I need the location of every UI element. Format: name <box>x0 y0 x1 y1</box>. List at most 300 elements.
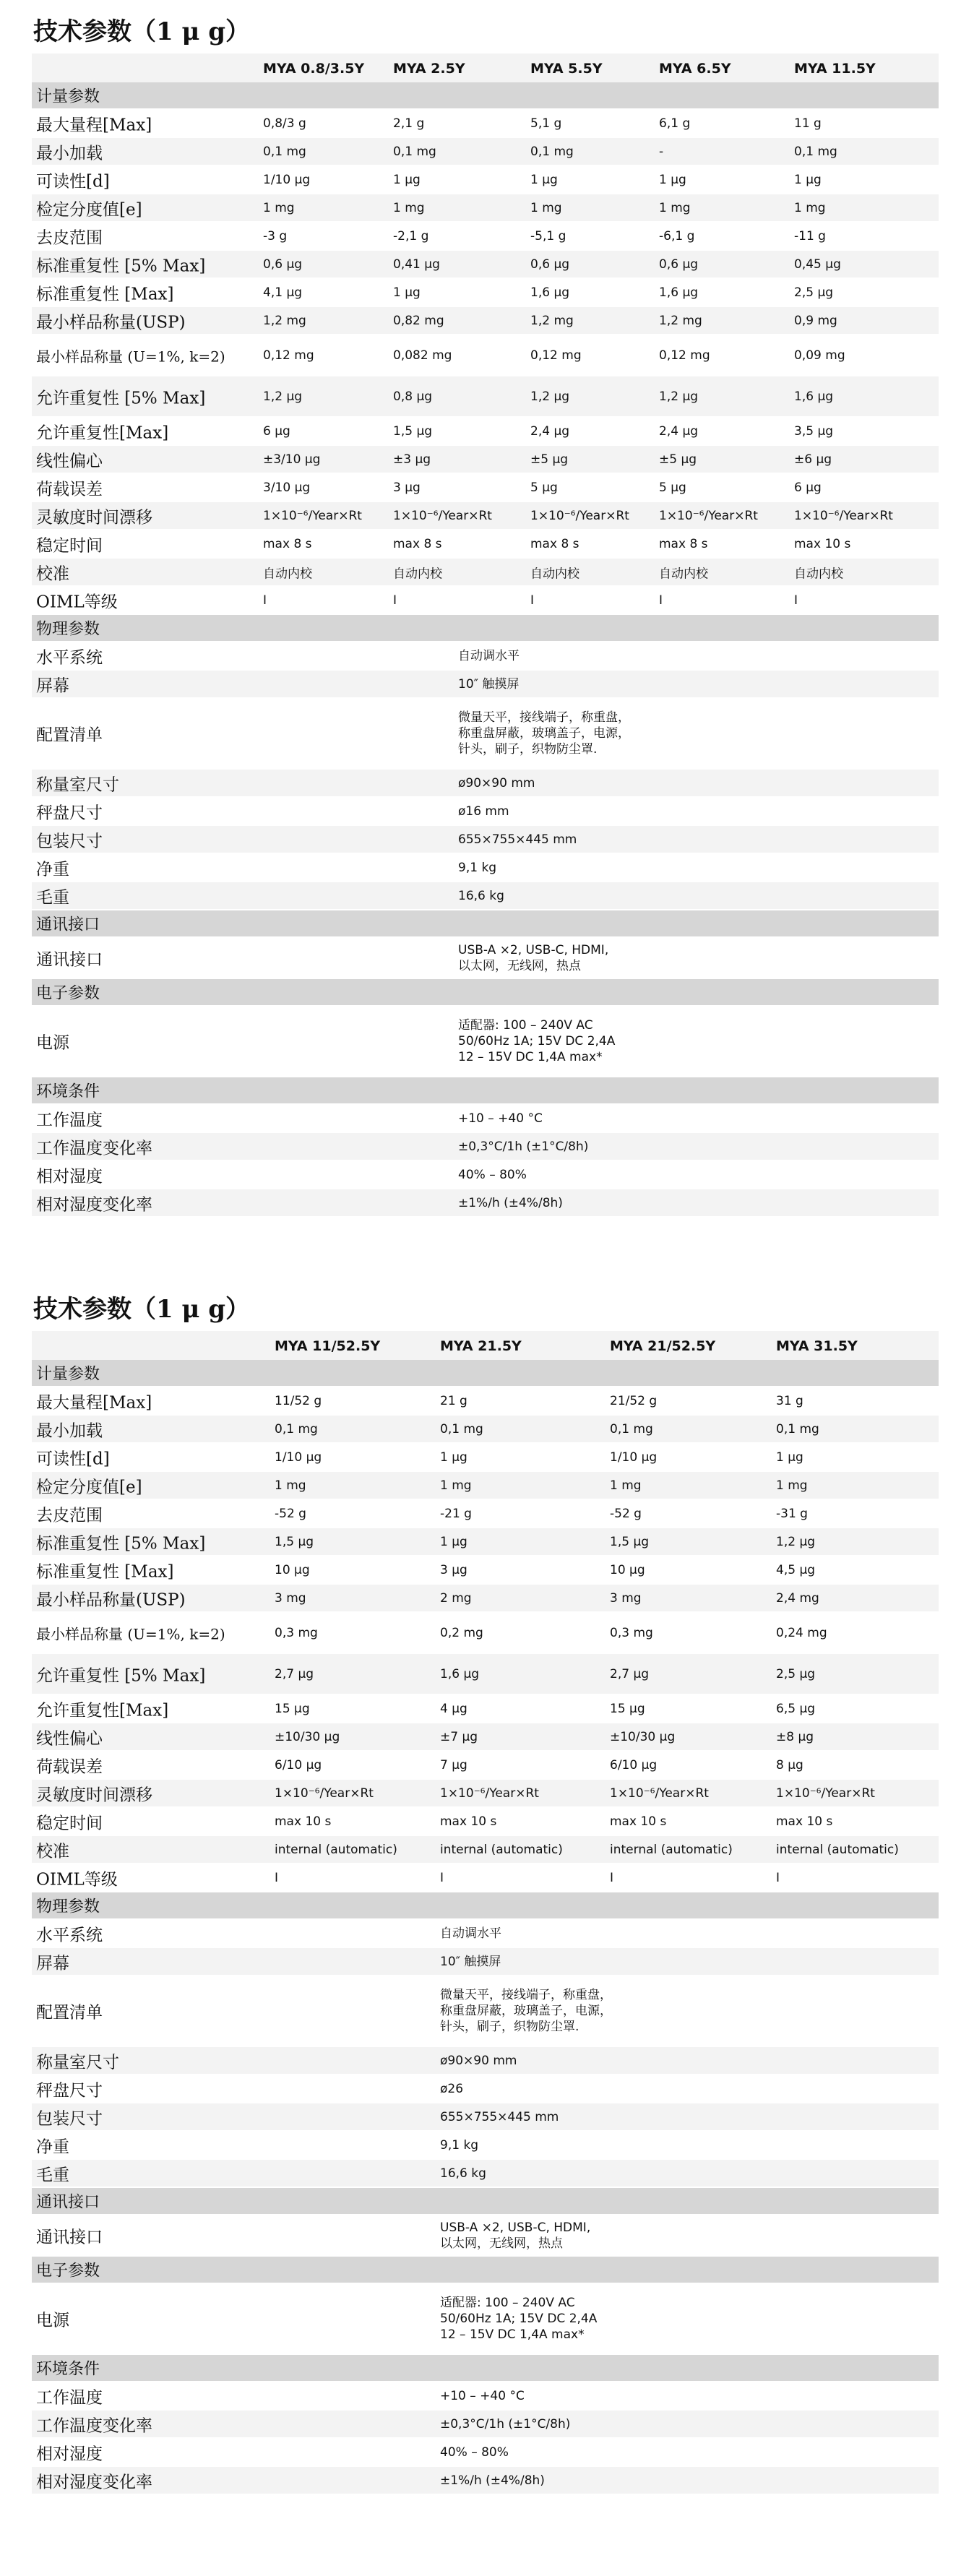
value-line: +10 – +40 °C <box>440 2388 525 2403</box>
value-cell: -11 g <box>794 228 826 244</box>
group-header-row <box>32 82 939 110</box>
value-cell: 21 g <box>440 1393 467 1408</box>
group-header-row <box>32 979 939 1007</box>
model-header: MYA 11/52.5Y <box>275 1338 381 1354</box>
table-body <box>32 1360 939 2495</box>
value-cell: ±10/30 μg <box>275 1729 340 1744</box>
spec-row <box>32 770 939 798</box>
value-cell: 6,1 g <box>659 116 691 131</box>
spec-row <box>32 2075 939 2103</box>
value-cell: 15 μg <box>275 1701 310 1716</box>
row-label: 最小样品称量(USP) <box>36 313 186 332</box>
group-header-row <box>32 1077 939 1105</box>
row-label: 可读性[d] <box>36 1449 110 1468</box>
group-label: 物理参数 <box>36 620 100 639</box>
row-label: 工作温度 <box>36 1111 103 1129</box>
value-line: 9,1 kg <box>458 860 497 875</box>
value-cell: 1,2 mg <box>263 313 306 328</box>
value-cell: 1,6 μg <box>530 285 570 300</box>
value-cell: 0,12 mg <box>659 348 710 363</box>
spec-row <box>32 2160 939 2188</box>
value-line: 微量天平，接线端子，称重盘， <box>458 710 630 725</box>
row-label: 稳定时间 <box>36 536 103 555</box>
value-cell: 1×10⁻⁶/Year×Rt <box>275 1785 374 1801</box>
value-cell: 2,4 μg <box>659 423 699 439</box>
value-cell: 1/10 μg <box>610 1449 658 1465</box>
spec-row <box>32 1695 939 1723</box>
value-cell: 0,6 μg <box>530 257 570 272</box>
value-cell: 1,5 μg <box>275 1534 314 1549</box>
spec-row <box>32 166 939 194</box>
row-label: 荷载误差 <box>36 1757 103 1776</box>
value-cell: 1×10⁻⁶/Year×Rt <box>263 508 362 523</box>
spec-row <box>32 1189 939 1218</box>
value-cell: ±6 μg <box>794 452 832 467</box>
row-label: 称量室尺寸 <box>36 775 119 794</box>
spec-row <box>32 418 939 446</box>
value-cell: 1,2 μg <box>659 389 699 404</box>
value-line: USB-A ×2, USB-C, HDMI, <box>458 942 609 957</box>
shared-value-cell <box>458 888 504 904</box>
model-header: MYA 2.5Y <box>393 61 465 77</box>
spec-row <box>32 2467 939 2495</box>
row-label: 允许重复性 [5% Max] <box>36 389 206 408</box>
value-cell: 1×10⁻⁶/Year×Rt <box>393 508 492 523</box>
value-cell: 1 mg <box>776 1478 808 1493</box>
value-cell: 自动内校 <box>794 567 843 581</box>
value-cell: 1×10⁻⁶/Year×Rt <box>659 508 758 523</box>
spec-row <box>32 1752 939 1780</box>
value-line: 40% – 80% <box>440 2444 509 2460</box>
value-cell: 1,2 mg <box>530 313 574 328</box>
row-label: 线性偏心 <box>36 452 103 470</box>
value-cell: 10 μg <box>610 1562 645 1577</box>
value-cell: 1×10⁻⁶/Year×Rt <box>440 1785 539 1801</box>
value-line: 以太网，无线网，热点 <box>440 2236 563 2251</box>
value-cell: 1×10⁻⁶/Year×Rt <box>530 508 629 523</box>
value-cell: 3 mg <box>275 1590 306 1606</box>
row-label: 包装尺寸 <box>36 2109 103 2128</box>
value-cell: -21 g <box>440 1506 472 1521</box>
spec-row <box>32 194 939 223</box>
row-label: 毛重 <box>36 888 69 907</box>
value-line: 针头，刷子，织物防尘罩. <box>458 742 598 757</box>
spec-row <box>32 699 939 770</box>
group-label: 通讯接口 <box>36 2193 100 2212</box>
value-cell: 1,2 μg <box>776 1534 816 1549</box>
spec-row <box>32 251 939 279</box>
value-cell: 1 μg <box>659 172 686 187</box>
value-cell: max 8 s <box>659 536 708 551</box>
row-label: 水平系统 <box>36 648 103 667</box>
row-label: 称量室尺寸 <box>36 2053 119 2072</box>
model-header: MYA 31.5Y <box>776 1338 858 1354</box>
spec-row <box>32 307 939 335</box>
value-cell: 2,7 μg <box>610 1666 650 1681</box>
value-cell: -52 g <box>610 1506 642 1521</box>
value-cell: 1/10 μg <box>275 1449 322 1465</box>
value-cell: internal (automatic) <box>610 1842 733 1857</box>
value-cell: 1 mg <box>610 1478 642 1493</box>
value-cell: 4,1 μg <box>263 285 303 300</box>
group-header-row <box>32 1892 939 1920</box>
shared-value-cell <box>440 2109 559 2125</box>
spec-row <box>32 854 939 882</box>
shared-value-cell <box>458 1111 543 1127</box>
model-header: MYA 21/52.5Y <box>610 1338 716 1354</box>
value-cell: 自动内校 <box>393 567 442 581</box>
value-line: ø16 mm <box>458 804 509 819</box>
group-label: 环境条件 <box>36 1082 100 1101</box>
spec-row <box>32 335 939 376</box>
value-cell: 1 μg <box>530 172 558 187</box>
shared-value-cell <box>440 2053 517 2069</box>
value-cell: 3/10 μg <box>263 480 311 495</box>
spec-row <box>32 1948 939 1976</box>
table-body <box>32 82 939 1218</box>
value-cell: 1 μg <box>393 172 421 187</box>
spec-row <box>32 1808 939 1836</box>
value-cell: 0,3 mg <box>610 1625 653 1640</box>
row-label: 最大量程[Max] <box>36 116 152 134</box>
model-header: MYA 6.5Y <box>659 61 731 77</box>
value-line: ø90×90 mm <box>458 775 535 791</box>
value-line: 10″ 触摸屏 <box>458 676 520 692</box>
value-cell: 0,6 μg <box>659 257 699 272</box>
spec-table-2 <box>32 1288 939 2495</box>
spec-row <box>32 826 939 854</box>
value-cell: - <box>659 144 664 159</box>
spec-row <box>32 1133 939 1161</box>
value-cell: -2,1 g <box>393 228 429 244</box>
value-cell: 1,2 mg <box>659 313 702 328</box>
value-cell: 0,45 μg <box>794 257 841 272</box>
spec-row <box>32 642 939 671</box>
value-cell: 1 μg <box>776 1449 803 1465</box>
group-header-row <box>32 2355 939 2382</box>
value-cell: -52 g <box>275 1506 306 1521</box>
value-cell: ±8 μg <box>776 1729 814 1744</box>
value-cell: 1,6 μg <box>659 285 699 300</box>
row-label: 灵敏度时间漂移 <box>36 1785 152 1804</box>
spec-row <box>32 559 939 587</box>
spec-row <box>32 223 939 251</box>
value-line: 以太网，无线网，热点 <box>458 958 581 973</box>
value-cell: I <box>776 1870 780 1885</box>
value-cell: I <box>610 1870 614 1885</box>
row-label: 允许重复性 [5% Max] <box>36 1666 206 1685</box>
spec-row <box>32 1723 939 1752</box>
shared-value-cell <box>458 710 630 757</box>
value-line: 自动调水平 <box>458 648 520 663</box>
value-cell: 0,1 mg <box>794 144 837 159</box>
value-cell: I <box>794 593 798 608</box>
value-line: 9,1 kg <box>440 2137 479 2153</box>
row-label: 去皮范围 <box>36 228 103 247</box>
value-cell: max 8 s <box>530 536 579 551</box>
value-cell: 1 μg <box>794 172 822 187</box>
spec-row <box>32 1387 939 1416</box>
value-cell: 1,5 μg <box>393 423 433 439</box>
value-cell: internal (automatic) <box>275 1842 397 1857</box>
value-cell: 1,6 μg <box>794 389 834 404</box>
value-cell: 0,41 μg <box>393 257 440 272</box>
shared-value-cell <box>440 2166 486 2181</box>
spec-row <box>32 446 939 474</box>
value-cell: max 10 s <box>610 1814 667 1829</box>
spec-row <box>32 1444 939 1472</box>
value-cell: I <box>530 593 535 608</box>
shared-value-cell <box>440 1954 501 1970</box>
value-cell: 1 mg <box>530 200 562 215</box>
value-line: 称重盘屏蔽，玻璃盖子，电源， <box>440 2004 612 2018</box>
value-cell: 3 mg <box>610 1590 642 1606</box>
spec-row <box>32 376 939 418</box>
spec-row <box>32 938 939 979</box>
value-cell: ±7 μg <box>440 1729 478 1744</box>
value-cell: 2,5 μg <box>794 285 834 300</box>
value-cell: 31 g <box>776 1393 803 1408</box>
value-cell: 1 mg <box>263 200 295 215</box>
value-cell: I <box>659 593 663 608</box>
row-label: 最小加载 <box>36 1421 103 1440</box>
value-cell: 0,24 mg <box>776 1625 827 1640</box>
value-line: 50/60Hz 1A; 15V DC 2,4A <box>440 2312 598 2326</box>
value-cell: max 10 s <box>776 1814 833 1829</box>
value-cell: 11/52 g <box>275 1393 322 1408</box>
row-label: 净重 <box>36 860 69 879</box>
value-line: USB-A ×2, USB-C, HDMI, <box>440 2220 591 2235</box>
value-cell: 0,1 mg <box>275 1421 318 1436</box>
shared-value-cell <box>440 2295 597 2343</box>
value-cell: 5,1 g <box>530 116 562 131</box>
value-line: ±0,3°C/1h (±1°C/8h) <box>458 1139 589 1154</box>
shared-value-cell <box>458 1139 588 1155</box>
value-line: 适配器: 100 – 240V AC <box>458 1018 593 1033</box>
value-cell: 8 μg <box>776 1757 803 1772</box>
value-cell: internal (automatic) <box>776 1842 899 1857</box>
value-cell: 1×10⁻⁶/Year×Rt <box>794 508 893 523</box>
value-cell: 6/10 μg <box>275 1757 322 1772</box>
value-line: ø26 <box>440 2081 464 2096</box>
value-cell: 1 μg <box>440 1534 467 1549</box>
value-cell: 1 mg <box>440 1478 472 1493</box>
row-label: 相对湿度变化率 <box>36 1195 152 1214</box>
value-cell: 2,5 μg <box>776 1666 816 1681</box>
shared-value-cell <box>440 2388 525 2404</box>
row-label: 配置清单 <box>36 725 103 745</box>
value-cell: 2,4 mg <box>776 1590 819 1606</box>
value-line: ±1%/h (±4%/8h) <box>440 2473 545 2488</box>
spec-row <box>32 530 939 559</box>
value-cell: 3 μg <box>393 480 421 495</box>
row-label: 校准 <box>36 1842 69 1861</box>
spec-row <box>32 1864 939 1892</box>
row-label: 稳定时间 <box>36 1814 103 1832</box>
value-line: ±1%/h (±4%/8h) <box>458 1195 563 1210</box>
row-label: 相对湿度 <box>36 1167 103 1186</box>
value-cell: 2,1 g <box>393 116 425 131</box>
value-cell: 0,1 mg <box>530 144 574 159</box>
value-cell: 0,1 mg <box>440 1421 483 1436</box>
spec-row <box>32 2103 939 2132</box>
row-label: 检定分度值[e] <box>36 1478 142 1496</box>
shared-value-cell <box>458 775 535 791</box>
row-label: 包装尺寸 <box>36 832 103 850</box>
value-cell: 0,082 mg <box>393 348 452 363</box>
row-label: 工作温度 <box>36 2388 103 2407</box>
value-cell: 0,6 μg <box>263 257 303 272</box>
table-title: 技术参数（1 μ g） <box>33 17 250 46</box>
shared-value-cell <box>440 2137 478 2153</box>
value-cell: 4,5 μg <box>776 1562 816 1577</box>
value-cell: 1 mg <box>659 200 691 215</box>
spec-row <box>32 110 939 138</box>
model-header: MYA 11.5Y <box>794 61 876 77</box>
row-label: 线性偏心 <box>36 1729 103 1748</box>
row-label: 灵敏度时间漂移 <box>36 508 152 527</box>
spec-row <box>32 587 939 615</box>
value-line: 12 – 15V DC 1,4A max* <box>458 1050 603 1064</box>
row-label: 检定分度值[e] <box>36 200 142 219</box>
row-label: 通讯接口 <box>36 950 103 969</box>
row-label: 标准重复性 [Max] <box>36 1562 174 1581</box>
spec-row <box>32 1007 939 1077</box>
group-header-row <box>32 615 939 642</box>
spec-row <box>32 1416 939 1444</box>
value-cell: 4 μg <box>440 1701 467 1716</box>
value-line: +10 – +40 °C <box>458 1111 543 1126</box>
model-header-row <box>32 1331 939 1360</box>
spec-row <box>32 798 939 826</box>
row-label: 最小样品称量 (U=1%, k=2) <box>36 348 225 365</box>
value-line: 655×755×445 mm <box>440 2109 559 2124</box>
value-cell: 1 mg <box>275 1478 306 1493</box>
shared-value-cell <box>458 804 509 819</box>
value-cell: max 10 s <box>275 1814 332 1829</box>
value-cell: 15 μg <box>610 1701 645 1716</box>
value-cell: 0,1 mg <box>610 1421 653 1436</box>
value-cell: 1,2 μg <box>530 389 570 404</box>
value-line: 称重盘屏蔽，玻璃盖子，电源， <box>458 726 630 741</box>
group-header-row <box>32 1360 939 1387</box>
value-cell: 2 mg <box>440 1590 472 1606</box>
value-cell: internal (automatic) <box>440 1842 563 1857</box>
value-cell: max 10 s <box>440 1814 497 1829</box>
row-label: 相对湿度 <box>36 2444 103 2463</box>
value-line: 12 – 15V DC 1,4A max* <box>440 2327 585 2342</box>
group-label: 计量参数 <box>36 1365 100 1384</box>
row-label: 最大量程[Max] <box>36 1393 152 1412</box>
row-label: OIML等级 <box>36 1870 118 1889</box>
spec-row <box>32 2047 939 2075</box>
value-line: 自动调水平 <box>440 1926 501 1941</box>
shared-value-cell <box>440 2473 545 2489</box>
spec-row <box>32 882 939 910</box>
row-label: 净重 <box>36 2137 69 2156</box>
row-label: 水平系统 <box>36 1926 103 1944</box>
spec-row <box>32 2215 939 2257</box>
value-cell: 0,8/3 g <box>263 116 306 131</box>
value-cell: -31 g <box>776 1506 808 1521</box>
shared-value-cell <box>458 942 608 974</box>
value-line: 50/60Hz 1A; 15V DC 2,4A <box>458 1034 616 1048</box>
spec-row <box>32 2132 939 2160</box>
shared-value-cell <box>440 1926 501 1942</box>
row-label: 校准 <box>36 564 69 583</box>
group-label: 电子参数 <box>36 2262 100 2280</box>
shared-value-cell <box>440 1987 612 2035</box>
value-cell: ±3/10 μg <box>263 452 321 467</box>
row-label: 秤盘尺寸 <box>36 804 103 822</box>
value-line: 16,6 kg <box>458 888 504 903</box>
row-label: 电源 <box>36 1033 69 1053</box>
shared-value-cell <box>458 860 496 876</box>
value-line: 655×755×445 mm <box>458 832 577 847</box>
value-line: 40% – 80% <box>458 1167 527 1182</box>
model-header-row <box>32 53 939 82</box>
value-cell: 自动内校 <box>263 567 312 581</box>
row-label: 允许重复性[Max] <box>36 423 169 442</box>
value-cell: 1 μg <box>393 285 421 300</box>
group-label: 环境条件 <box>36 2360 100 2379</box>
row-label: 去皮范围 <box>36 1506 103 1525</box>
value-cell: 21/52 g <box>610 1393 658 1408</box>
value-cell: I <box>440 1870 444 1885</box>
value-cell: -6,1 g <box>659 228 695 244</box>
spec-row <box>32 279 939 307</box>
value-cell: 0,82 mg <box>393 313 444 328</box>
group-label: 电子参数 <box>36 984 100 1003</box>
value-cell: 10 μg <box>275 1562 310 1577</box>
value-cell: 11 g <box>794 116 822 131</box>
row-label: 毛重 <box>36 2166 69 2184</box>
value-line: 10″ 触摸屏 <box>440 1954 501 1969</box>
shared-value-cell <box>458 832 577 848</box>
spec-row <box>32 1528 939 1556</box>
spec-row <box>32 1472 939 1500</box>
shared-value-cell <box>458 1195 563 1211</box>
value-cell: 1,2 μg <box>263 389 303 404</box>
value-cell: 0,09 mg <box>794 348 845 363</box>
row-label: 允许重复性[Max] <box>36 1701 169 1720</box>
spec-row <box>32 2439 939 2467</box>
value-cell: -5,1 g <box>530 228 566 244</box>
row-label: 最小样品称量 (U=1%, k=2) <box>36 1625 225 1642</box>
value-cell: I <box>393 593 397 608</box>
row-label: OIML等级 <box>36 593 118 611</box>
spec-row <box>32 1780 939 1808</box>
spec-row <box>32 474 939 502</box>
spec-row <box>32 1654 939 1695</box>
value-cell: ±10/30 μg <box>610 1729 676 1744</box>
spec-row <box>32 1976 939 2047</box>
spec-row <box>32 502 939 530</box>
value-cell: 1/10 μg <box>263 172 311 187</box>
value-cell: -3 g <box>263 228 288 244</box>
group-label: 计量参数 <box>36 87 100 106</box>
row-label: 秤盘尺寸 <box>36 2081 103 2100</box>
shared-value-cell <box>440 2444 509 2460</box>
group-header-row <box>32 2257 939 2284</box>
value-line: ±0,3°C/1h (±1°C/8h) <box>440 2416 571 2431</box>
spec-row <box>32 2382 939 2411</box>
shared-value-cell <box>458 676 519 692</box>
value-cell: 7 μg <box>440 1757 467 1772</box>
row-label: 标准重复性 [Max] <box>36 285 174 303</box>
value-cell: 2,4 μg <box>530 423 570 439</box>
value-cell: 2,7 μg <box>275 1666 314 1681</box>
